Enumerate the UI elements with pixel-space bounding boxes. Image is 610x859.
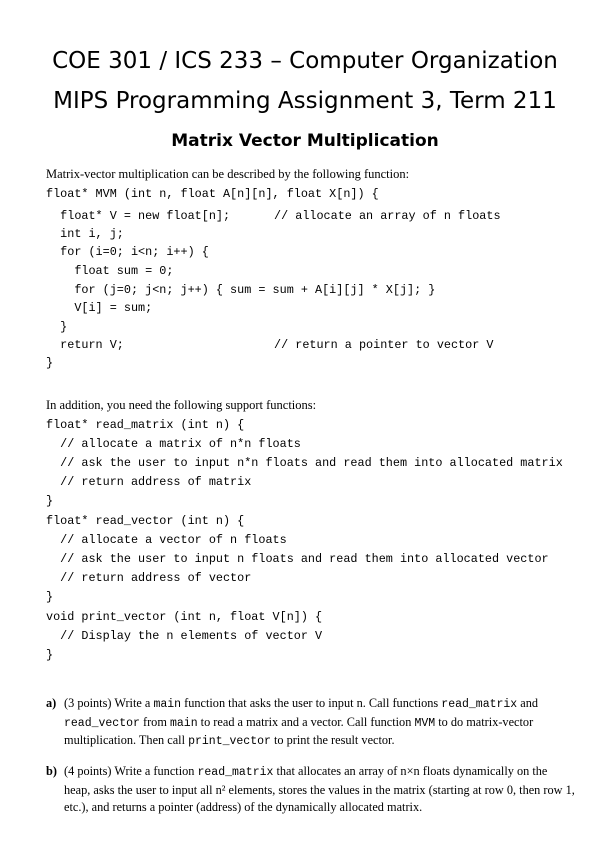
assignment-title-course: COE 301 / ICS 233 – Computer Organization bbox=[52, 48, 558, 74]
code-line: // ask the user to input n*n floats and read them into allocated matrix bbox=[46, 456, 563, 470]
code-line: // Display the n elements of vector V bbox=[46, 629, 323, 643]
assignment-subtitle: Matrix Vector Multiplication bbox=[171, 131, 439, 151]
code-line: } bbox=[46, 320, 68, 334]
code-line: // allocate a vector of n floats bbox=[46, 533, 287, 547]
code-line: float* read_matrix (int n) { bbox=[46, 418, 245, 432]
code-line: // ask the user to input n floats and read them into allocated vector bbox=[46, 552, 549, 566]
code-line: float* read_vector (int n) { bbox=[46, 514, 245, 528]
code-line: // allocate a matrix of n*n floats bbox=[46, 437, 301, 451]
code-line: } bbox=[46, 356, 54, 370]
support-code-block bbox=[46, 417, 586, 667]
code-line: } bbox=[46, 648, 54, 662]
assignment-title-term: MIPS Programming Assignment 3, Term 211 bbox=[53, 88, 557, 114]
code-line: } bbox=[46, 494, 54, 508]
task-label: a) bbox=[46, 696, 57, 710]
code-line: for (j=0; j<n; j++) { sum = sum + A[i][j] * X[j]; } bbox=[46, 283, 436, 297]
code-line: } bbox=[46, 590, 54, 604]
code-line: return V; bbox=[46, 338, 124, 352]
code-line: // return address of vector bbox=[46, 571, 252, 585]
code-line: // return address of matrix bbox=[46, 475, 252, 489]
task-b bbox=[46, 763, 576, 817]
code-line: for (i=0; i<n; i++) { bbox=[46, 245, 209, 259]
code-line: float* V = new float[n]; bbox=[46, 209, 231, 223]
code-line: void print_vector (int n, float V[n]) { bbox=[46, 610, 323, 624]
code-comment: // allocate an array of n floats bbox=[274, 209, 501, 223]
task-text: (3 points) Write a main function that asks the user to input n. Call functions read_matrix and read_vector from main to read a matrix and a vector. Call function MVM to do matrix-vector multiplication. Then call print_vector to print the result vector. bbox=[64, 696, 539, 748]
support-intro-text: In addition, you need the following support functions: bbox=[46, 398, 317, 412]
task-text: (4 points) Write a function read_matrix that allocates an array of n×n floats dynamically on the heap, asks the user to input all n² elements, stores the values in the matrix (starting at row 0, then row 1, etc.), and returns a pointer (address) of the dynamically allocated matrix. bbox=[64, 764, 575, 814]
code-line: float* MVM (int n, float A[n][n], float X[n]) { bbox=[46, 187, 379, 201]
task-a bbox=[46, 695, 576, 751]
code-line: V[i] = sum; bbox=[46, 301, 153, 315]
code-line: int i, j; bbox=[46, 227, 124, 241]
task-label: b) bbox=[46, 764, 57, 778]
code-comment: // return a pointer to vector V bbox=[274, 338, 494, 352]
intro-text: Matrix-vector multiplication can be described by the following function: bbox=[46, 167, 410, 181]
code-line: float sum = 0; bbox=[46, 264, 174, 278]
mvm-code-block bbox=[46, 186, 586, 376]
